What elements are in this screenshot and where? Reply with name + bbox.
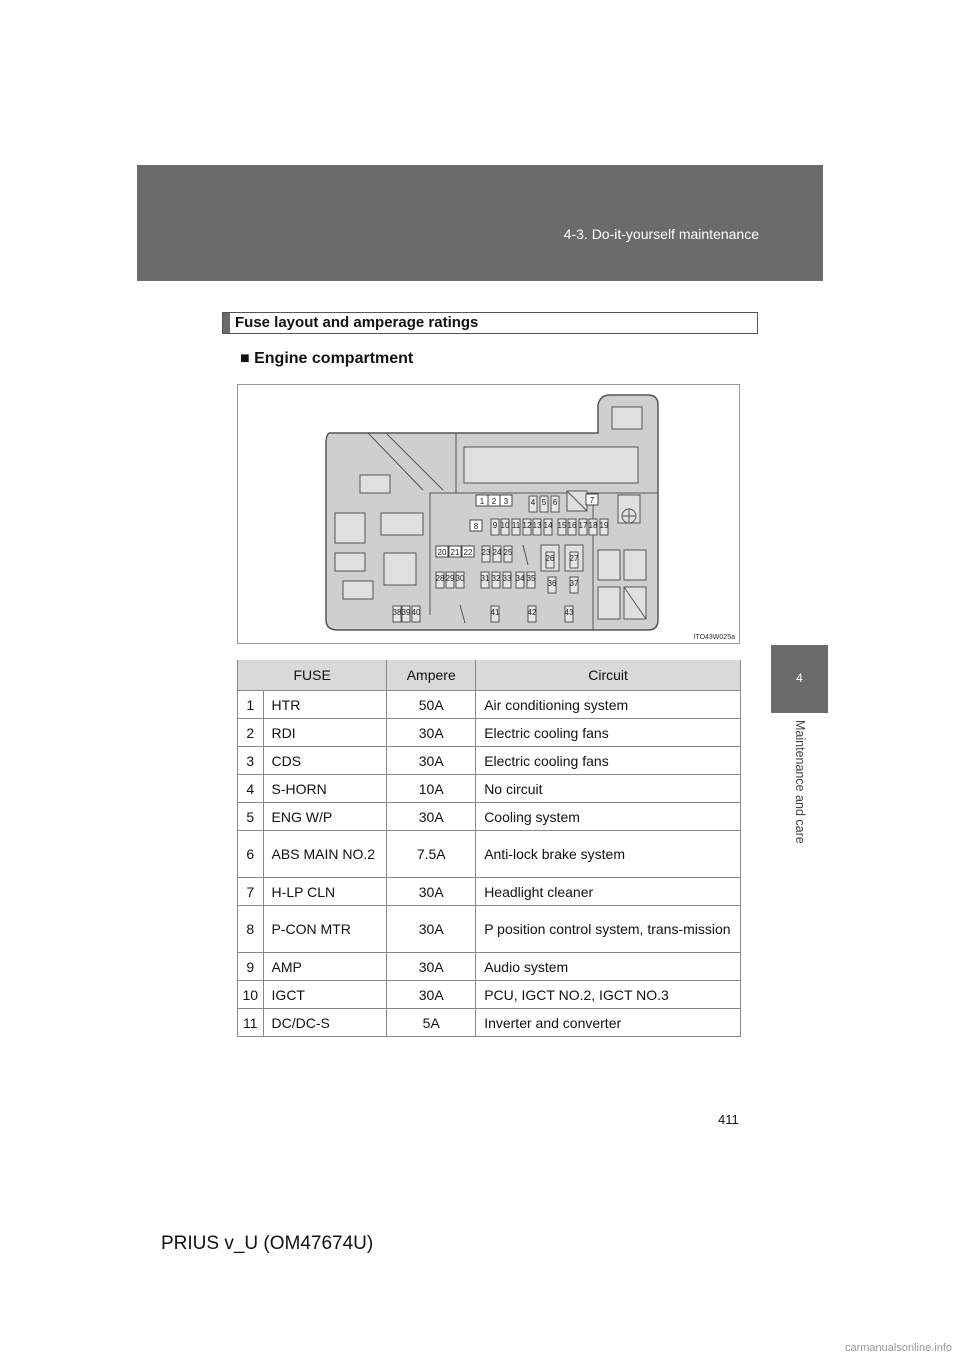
fuse-ampere: 5A	[387, 1009, 476, 1037]
relay-block	[598, 587, 620, 619]
fuse-label-17: 17	[578, 521, 588, 530]
section-title	[222, 312, 758, 334]
fuse-label-29: 29	[445, 574, 455, 583]
fuse-label-42: 42	[527, 608, 537, 617]
fuse-label-16: 16	[567, 521, 577, 530]
fuse-circuit: PCU, IGCT NO.2, IGCT NO.3	[476, 981, 741, 1009]
fuse-label-14: 14	[543, 521, 553, 530]
fuse-label-23: 23	[481, 548, 491, 557]
relay-block	[343, 581, 373, 599]
chapter-label: Maintenance and care	[793, 720, 807, 844]
table-row	[238, 831, 741, 878]
fuse-label-6: 6	[552, 498, 558, 507]
fuse-number: 6	[238, 831, 264, 878]
fuse-label-15: 15	[557, 521, 567, 530]
fuse-label-10: 10	[500, 521, 510, 530]
fuse-label-38: 38	[392, 608, 402, 617]
header-fuse: FUSE	[238, 660, 387, 691]
fuse-box-svg	[238, 385, 741, 645]
relay-block	[335, 553, 365, 571]
section-title-bar	[223, 313, 230, 333]
relay-block	[381, 513, 423, 535]
fuse-number: 9	[238, 953, 264, 981]
fuse-label-31: 31	[480, 574, 490, 583]
fuse-circuit: Headlight cleaner	[476, 878, 741, 906]
fuse-label-18: 18	[588, 521, 598, 530]
fuse-ampere: 7.5A	[387, 831, 476, 878]
fuse-label-33: 33	[502, 574, 512, 583]
fuse-name: CDS	[263, 747, 387, 775]
fuse-label-8: 8	[473, 522, 479, 531]
fuse-name: ENG W/P	[263, 803, 387, 831]
fuse-label-25: 25	[503, 548, 513, 557]
fuse-number: 7	[238, 878, 264, 906]
fuse-name: P-CON MTR	[263, 906, 387, 953]
fuse-label-26: 26	[545, 554, 555, 563]
fuse-name: ABS MAIN NO.2	[263, 831, 387, 878]
fuse-label-3: 3	[503, 497, 509, 506]
fuse-ampere: 50A	[387, 691, 476, 719]
fuse-label-20: 20	[437, 548, 447, 557]
fuse-label-39: 39	[401, 608, 411, 617]
table-row	[238, 981, 741, 1009]
table-header-row	[238, 660, 741, 691]
chapter-tab	[771, 645, 828, 713]
fuse-box-diagram	[237, 384, 740, 644]
fuse-ampere: 30A	[387, 803, 476, 831]
fuse-circuit: Audio system	[476, 953, 741, 981]
fuse-label-4: 4	[530, 498, 536, 507]
header-band	[137, 165, 823, 281]
relay-block	[464, 447, 638, 483]
relay-block	[360, 475, 390, 493]
fuse-number: 4	[238, 775, 264, 803]
fuse-name: IGCT	[263, 981, 387, 1009]
fuse-number: 5	[238, 803, 264, 831]
relay-block	[384, 553, 416, 585]
fuse-name: HTR	[263, 691, 387, 719]
section-title-text: Fuse layout and amperage ratings	[235, 314, 479, 331]
fuse-ampere: 30A	[387, 981, 476, 1009]
watermark: carmanualsonline.info	[844, 1342, 952, 1354]
figure-code: ITO43W025a	[693, 634, 735, 641]
header-section-title: 4-3. Do-it-yourself maintenance	[563, 226, 759, 242]
fuse-ampere: 30A	[387, 906, 476, 953]
fuse-ampere: 10A	[387, 775, 476, 803]
fuse-label-30: 30	[455, 574, 465, 583]
fuse-label-40: 40	[411, 608, 421, 617]
fuse-table	[237, 660, 741, 1037]
relay-block	[335, 513, 365, 543]
page-number: 411	[718, 1112, 739, 1127]
fuse-number: 2	[238, 719, 264, 747]
fuse-name: AMP	[263, 953, 387, 981]
fuse-number: 8	[238, 906, 264, 953]
table-row	[238, 803, 741, 831]
fuse-label-37: 37	[569, 579, 579, 588]
fuse-label-41: 41	[490, 608, 500, 617]
fuse-label-7: 7	[589, 496, 595, 505]
header-ampere: Ampere	[387, 660, 476, 691]
fuse-label-2: 2	[491, 497, 497, 506]
fuse-label-9: 9	[492, 521, 498, 530]
fuse-circuit: Inverter and converter	[476, 1009, 741, 1037]
fuse-circuit: P position control system, trans-mission	[476, 906, 741, 953]
fuse-name: S-HORN	[263, 775, 387, 803]
fuse-label-12: 12	[522, 521, 532, 530]
fuse-number: 11	[238, 1009, 264, 1037]
relay-block	[598, 550, 620, 580]
table-row	[238, 691, 741, 719]
fuse-circuit: Cooling system	[476, 803, 741, 831]
fuse-ampere: 30A	[387, 953, 476, 981]
fuse-name: DC/DC-S	[263, 1009, 387, 1037]
fuse-circuit: Electric cooling fans	[476, 719, 741, 747]
fuse-label-1: 1	[479, 497, 485, 506]
table-row	[238, 906, 741, 953]
fuse-label-28: 28	[435, 574, 445, 583]
relay-block	[624, 550, 646, 580]
fuse-label-13: 13	[532, 521, 542, 530]
table-row	[238, 719, 741, 747]
fuse-label-36: 36	[547, 579, 557, 588]
fuse-label-35: 35	[526, 574, 536, 583]
chapter-number: 4	[796, 671, 803, 685]
fuse-label-24: 24	[492, 548, 502, 557]
fuse-number: 3	[238, 747, 264, 775]
table-row	[238, 1009, 741, 1037]
table-row	[238, 953, 741, 981]
fuse-number: 10	[238, 981, 264, 1009]
header-circuit: Circuit	[476, 660, 741, 691]
fuse-label-5: 5	[541, 498, 547, 507]
fuse-label-32: 32	[491, 574, 501, 583]
relay-block	[612, 407, 642, 429]
fuse-label-43: 43	[564, 608, 574, 617]
table-row	[238, 747, 741, 775]
fuse-label-19: 19	[599, 521, 609, 530]
fuse-ampere: 30A	[387, 878, 476, 906]
fuse-circuit: Air conditioning system	[476, 691, 741, 719]
fuse-label-11: 11	[511, 521, 521, 530]
fuse-label-27: 27	[569, 554, 579, 563]
table-row	[238, 775, 741, 803]
fuse-circuit: No circuit	[476, 775, 741, 803]
fuse-label-21: 21	[450, 548, 460, 557]
fuse-label-22: 22	[463, 548, 473, 557]
fuse-name: RDI	[263, 719, 387, 747]
fuse-ampere: 30A	[387, 747, 476, 775]
fuse-name: H-LP CLN	[263, 878, 387, 906]
fuse-ampere: 30A	[387, 719, 476, 747]
subsection-heading: ■ Engine compartment	[240, 350, 414, 367]
fuse-circuit: Anti-lock brake system	[476, 831, 741, 878]
table-row	[238, 878, 741, 906]
model-code: PRIUS v_U (OM47674U)	[161, 1233, 374, 1254]
fuse-number: 1	[238, 691, 264, 719]
fuse-circuit: Electric cooling fans	[476, 747, 741, 775]
fuse-label-34: 34	[515, 574, 525, 583]
